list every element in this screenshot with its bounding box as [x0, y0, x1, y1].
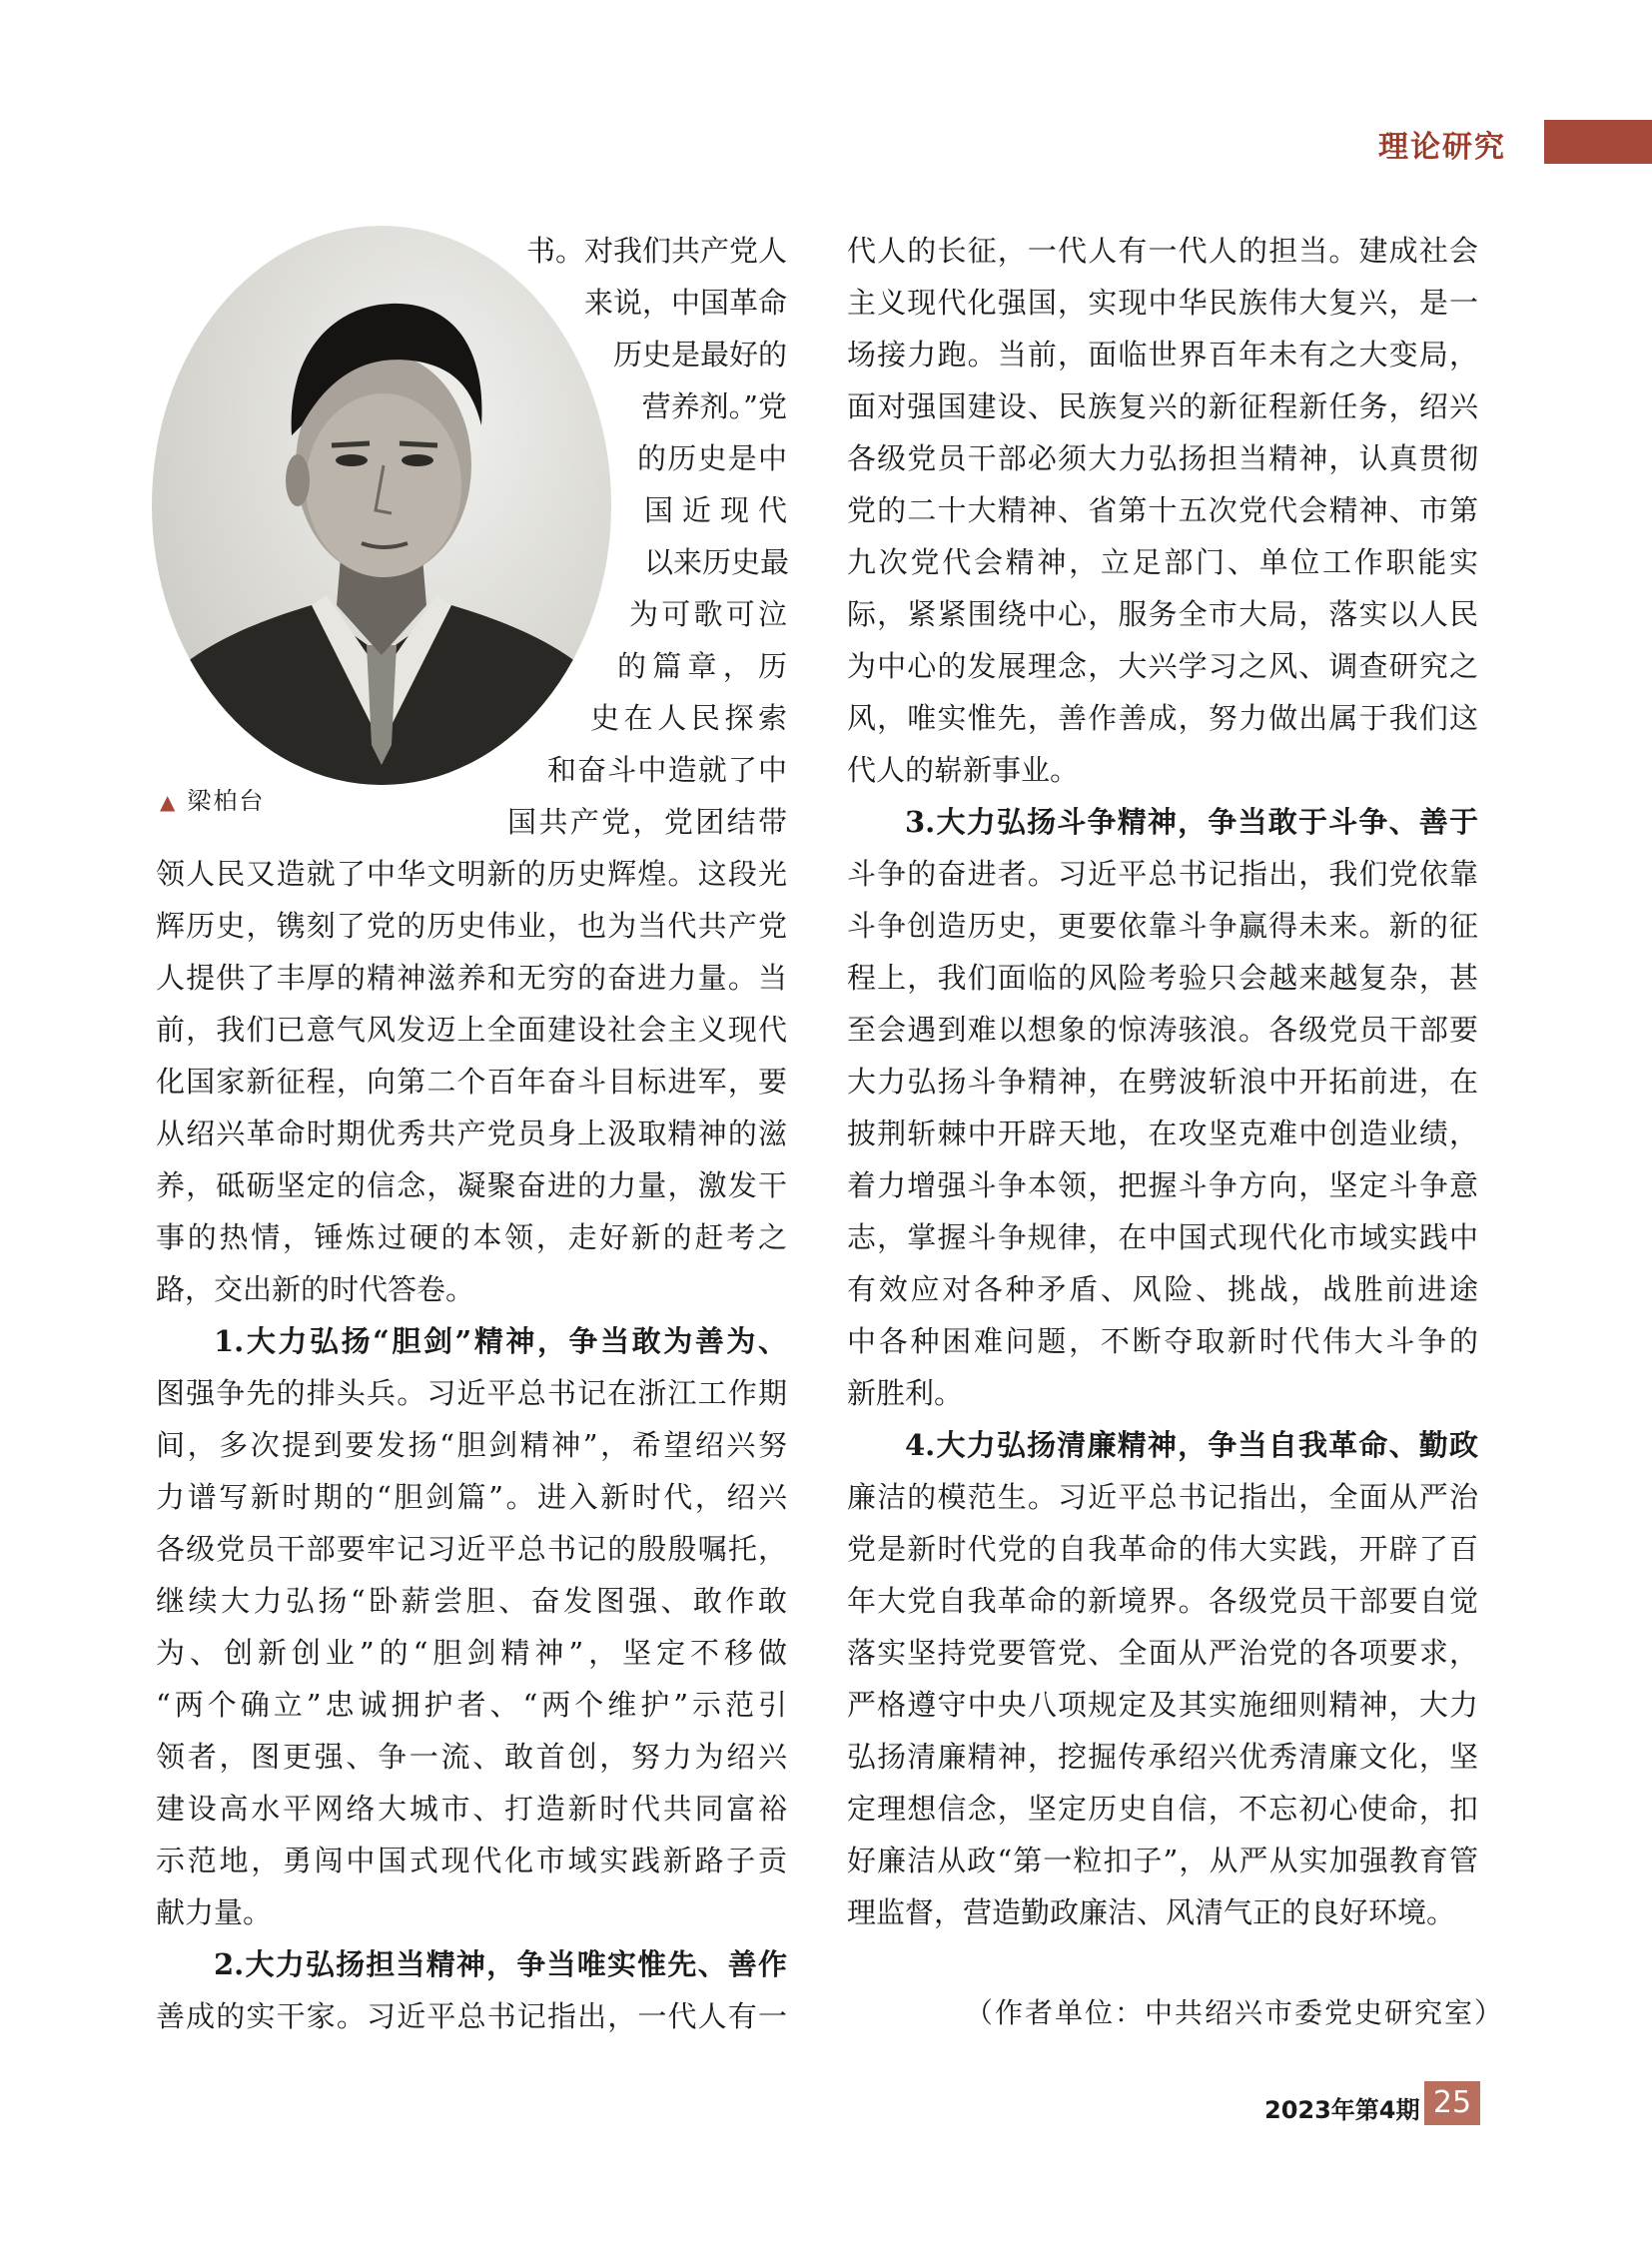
body-line: 和奋斗中造就了中	[547, 753, 787, 787]
body-line: 着力增强斗争本领，把握斗争方向，坚定斗争意	[847, 1168, 1478, 1202]
section-heading: 3.大力弘扬斗争精神，争当敢于斗争、善于	[905, 805, 1478, 839]
body-line: 代人的崭新事业。	[847, 753, 1080, 787]
body-line: 定理想信念，坚定历史自信，不忘初心使命，扣	[847, 1792, 1478, 1826]
body-line: 为、创新创业”的“胆剑精神”，坚定不移做	[156, 1636, 787, 1670]
photo-caption	[160, 781, 265, 816]
body-line: 程上，我们面临的风险考验只会越来越复杂，甚	[847, 961, 1478, 995]
body-line: 新胜利。	[847, 1376, 964, 1410]
triangle-icon: ▲	[160, 790, 178, 814]
body-line: 斗争的奋进者。习近平总书记指出，我们党依靠	[847, 857, 1478, 891]
body-line: “两个确立”忠诚拥护者、“两个维护”示范引	[156, 1688, 787, 1722]
body-line: 际，紧紧围绕中心，服务全市大局，落实以人民	[847, 597, 1478, 631]
issue-label: 2023年第4期	[1264, 2096, 1420, 2124]
body-line: 廉洁的模范生。习近平总书记指出，全面从严治	[847, 1480, 1478, 1514]
body-line: 披荆斩棘中开辟天地，在攻坚克难中创造业绩，	[847, 1117, 1478, 1150]
body-line: 从绍兴革命时期优秀共产党员身上汲取精神的滋	[156, 1117, 787, 1150]
page-number: 25	[1424, 2081, 1480, 2125]
body-line: 路，交出新的时代答卷。	[156, 1272, 475, 1306]
body-line: 历史是最好的	[612, 338, 787, 372]
body-line: 九次党代会精神，立足部门、单位工作职能实	[847, 545, 1478, 579]
body-line: 领者，图更强、争一流、敢首创，努力为绍兴	[156, 1740, 787, 1774]
body-line: 图强争先的排头兵。习近平总书记在浙江工作期	[156, 1376, 787, 1410]
body-line: 史在人民探索	[590, 701, 787, 735]
section-heading: 4.大力弘扬清廉精神，争当自我革命、勤政	[905, 1428, 1478, 1462]
body-line: 场接力跑。当前，面临世界百年未有之大变局，	[847, 338, 1478, 372]
body-line: 理监督，营造勤政廉洁、风清气正的良好环境。	[847, 1895, 1456, 1929]
body-line: 年大党自我革命的新境界。各级党员干部要自觉	[847, 1584, 1478, 1618]
body-line: 至会遇到难以想象的惊涛骇浪。各级党员干部要	[847, 1013, 1478, 1047]
body-line: 面对强国建设、民族复兴的新征程新任务，绍兴	[847, 389, 1478, 423]
body-line: 风，唯实惟先，善作善成，努力做出属于我们这	[847, 701, 1478, 735]
body-line: 建设高水平网络大城市、打造新时代共同富裕	[156, 1792, 787, 1826]
body-line: 各级党员干部必须大力弘扬担当精神，认真贯彻	[847, 441, 1478, 475]
section-color-bar	[1544, 120, 1652, 164]
body-line: 辉历史，镌刻了党的历史伟业，也为当代共产党	[156, 909, 787, 943]
body-line: 示范地，勇闯中国式现代化市域实践新路子贡	[156, 1844, 787, 1877]
body-line: 为可歌可泣	[629, 597, 787, 631]
body-line: 弘扬清廉精神，挖掘传承绍兴优秀清廉文化，坚	[847, 1740, 1478, 1774]
body-line: 继续大力弘扬“卧薪尝胆、奋发图强、敢作敢	[156, 1584, 787, 1618]
body-line: 善成的实干家。习近平总书记指出，一代人有一	[156, 1999, 787, 2033]
body-line: 严格遵守中央八项规定及其实施细则精神，大力	[847, 1688, 1478, 1722]
body-line: 化国家新征程，向第二个百年奋斗目标进军，要	[156, 1065, 787, 1099]
body-line: 营养剂。”党	[641, 389, 787, 423]
body-line: 中各种困难问题，不断夺取新时代伟大斗争的	[847, 1324, 1478, 1358]
body-line: 代人的长征，一代人有一代人的担当。建成社会	[847, 234, 1478, 268]
body-line: 志，掌握斗争规律，在中国式现代化市域实践中	[847, 1220, 1478, 1254]
body-line: 力谱写新时期的“胆剑篇”。进入新时代，绍兴	[156, 1480, 787, 1514]
section-title: 理论研究	[1378, 130, 1506, 165]
body-line: 来说，中国革命	[583, 286, 787, 320]
section-heading: 2.大力弘扬担当精神，争当唯实惟先、善作	[214, 1947, 787, 1981]
body-line: 党的二十大精神、省第十五次党代会精神、市第	[847, 493, 1478, 527]
body-line: 事的热情，锤炼过硬的本领，走好新的赶考之	[156, 1220, 787, 1254]
body-line: 书。对我们共产党人	[525, 234, 787, 268]
body-line: 的历史是中	[637, 441, 787, 475]
body-line: 党是新时代党的自我革命的伟大实践，开辟了百	[847, 1532, 1478, 1566]
body-line: 有效应对各种矛盾、风险、挑战，战胜前进途	[847, 1272, 1478, 1306]
body-line: 斗争创造历史，更要依靠斗争赢得未来。新的征	[847, 909, 1478, 943]
body-line: 领人民又造就了中华文明新的历史辉煌。这段光	[156, 857, 787, 891]
body-line: 落实坚持党要管党、全面从严治党的各项要求，	[847, 1636, 1478, 1670]
body-line: 养，砥砺坚定的信念，凝聚奋进的力量，激发干	[156, 1168, 787, 1202]
section-heading: 1.大力弘扬“胆剑”精神，争当敢为善为、	[214, 1324, 787, 1358]
body-line: 各级党员干部要牢记习近平总书记的殷殷嘱托，	[156, 1532, 787, 1566]
body-line: 献力量。	[156, 1895, 273, 1929]
body-line: 好廉洁从政“第一粒扣子”，从严从实加强教育管	[847, 1844, 1478, 1877]
body-line: 为中心的发展理念，大兴学习之风、调查研究之	[847, 649, 1478, 683]
body-line: 人提供了丰厚的精神滋养和无穷的奋进力量。当	[156, 961, 787, 995]
caption-text: 梁柏台	[187, 787, 266, 815]
body-line: 国共产党，党团结带	[507, 805, 787, 839]
body-line: 国近现代	[644, 493, 787, 527]
body-line: 前，我们已意气风发迈上全面建设社会主义现代	[156, 1013, 787, 1047]
body-line: 大力弘扬斗争精神，在劈波斩浪中开拓前进，在	[847, 1065, 1478, 1099]
body-line: 间，多次提到要发扬“胆剑精神”，希望绍兴努	[156, 1428, 787, 1462]
body-line: 以来历史最	[644, 545, 790, 579]
author-affiliation: （作者单位：中共绍兴市委党史研究室）	[965, 1996, 1505, 2029]
body-line: 的篇章，历	[617, 649, 787, 683]
body-line: 主义现代化强国，实现中华民族伟大复兴，是一	[847, 286, 1478, 320]
